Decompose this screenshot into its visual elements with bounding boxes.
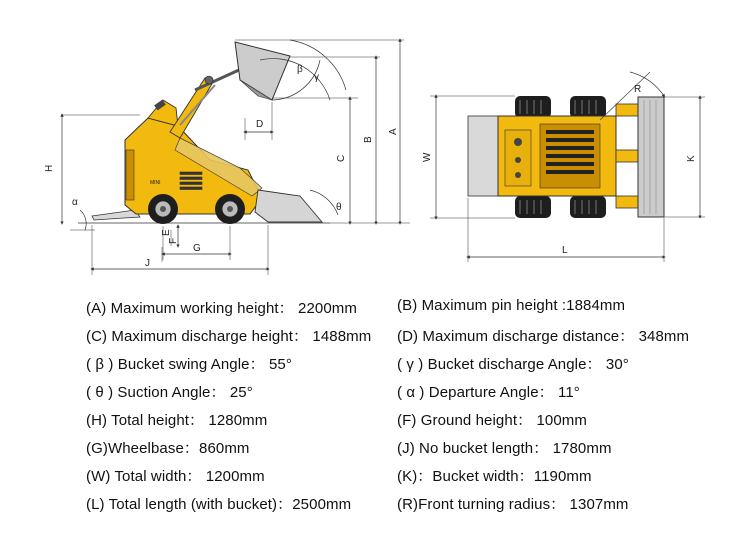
spec-C: (C) Maximum discharge height： 1488mm [86,328,372,345]
spec-J: (J) No bucket length： 1780mm [397,440,612,457]
label-beta: β [297,64,303,75]
label-H: H [44,164,55,172]
spec-beta: ( β ) Bucket swing Angle： 55° [86,356,292,373]
spec-B: (B) Maximum pin height :1884mm [397,297,626,314]
label-gamma: γ [314,72,319,83]
spec-theta: ( θ ) Suction Angle： 25° [86,384,253,401]
spec-alpha: ( α ) Departure Angle： 11° [397,384,580,401]
rear-wheel [148,194,178,224]
svg-text:MINI: MINI [150,180,161,186]
theta-arc [310,190,338,215]
top-view [422,72,705,262]
spec-K: (K)：Bucket width：1190mm [397,468,592,485]
spec-L: (L) Total length (with bucket)：2500mm [86,496,352,513]
spec-gamma: ( γ ) Bucket discharge Angle： 30° [397,356,629,373]
label-W: W [422,152,433,162]
spec-R: (R)Front turning radius： 1307mm [397,496,629,513]
bucket-raised [235,42,290,100]
alpha-arc [80,210,86,230]
label-R: R [634,84,642,95]
spec-G: (G)Wheelbase：860mm [86,440,250,457]
label-K: K [686,155,697,162]
label-theta: θ [336,202,342,213]
top-rear-platform [468,116,498,196]
spec-W: (W) Total width： 1200mm [86,468,265,485]
label-F: F [168,237,179,244]
top-bucket [638,97,664,217]
label-alpha: α [72,197,78,208]
bucket-lowered [255,190,322,222]
spec-H: (H) Total height： 1280mm [86,412,268,429]
label-L: L [562,245,568,256]
label-D: D [256,119,264,130]
label-J: J [145,258,150,269]
side-view [44,40,410,275]
spec-F: (F) Ground height： 100mm [397,412,587,429]
label-C: C [336,154,347,162]
label-A: A [388,128,399,135]
front-wheel [215,194,245,224]
label-B: B [363,136,374,143]
spec-A: (A) Maximum working height： 2200mm [86,300,357,317]
spec-D: (D) Maximum discharge distance： 348mm [397,328,690,345]
label-G: G [193,243,201,254]
label-E: E [161,229,172,236]
